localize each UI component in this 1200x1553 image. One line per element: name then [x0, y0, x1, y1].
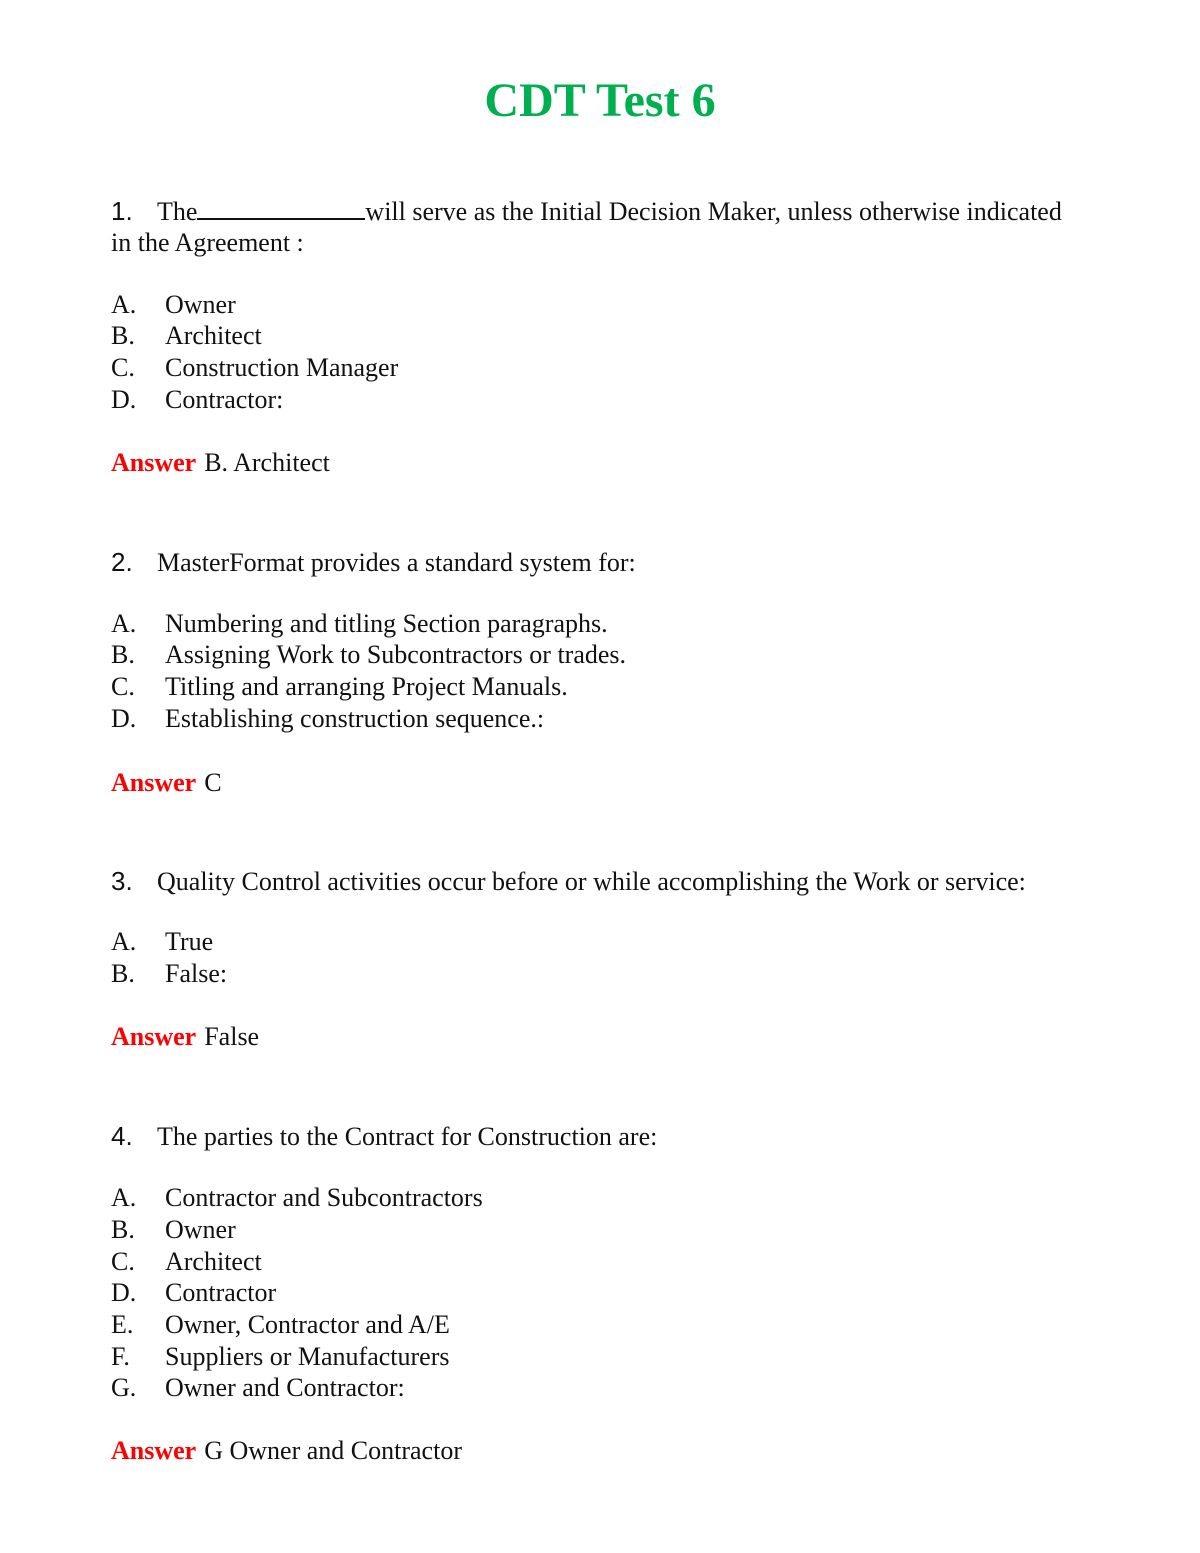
- question-2-option-b[interactable]: [111, 639, 626, 670]
- option-letter: D.: [111, 1278, 137, 1307]
- answer-value: C: [204, 768, 222, 797]
- question-2-option-a[interactable]: [111, 608, 608, 639]
- question-1-number: 1.: [111, 196, 133, 226]
- option-text: Architect: [165, 1247, 262, 1276]
- question-4-answer: [111, 1435, 462, 1467]
- question-1-option-c[interactable]: [111, 352, 398, 383]
- question-3-option-b[interactable]: [111, 958, 227, 989]
- option-letter: D.: [111, 385, 137, 414]
- option-letter: C.: [111, 353, 135, 382]
- question-1-stem: [111, 195, 1062, 228]
- option-text: False:: [165, 959, 228, 988]
- option-letter: G.: [111, 1373, 137, 1402]
- option-text: Owner: [165, 290, 236, 319]
- option-letter: D.: [111, 704, 137, 733]
- question-3-number: 3.: [111, 866, 133, 896]
- question-1-option-b[interactable]: [111, 320, 262, 351]
- question-3-answer: [111, 1021, 259, 1053]
- option-letter: A.: [111, 290, 137, 319]
- option-text: Architect: [165, 321, 262, 350]
- answer-label: Answer: [111, 768, 197, 797]
- option-letter: A.: [111, 927, 137, 956]
- option-text: Owner and Contractor:: [165, 1373, 405, 1402]
- question-2-option-d[interactable]: [111, 703, 544, 734]
- question-4-option-g[interactable]: [111, 1372, 405, 1403]
- option-text: Contractor: [165, 1278, 277, 1307]
- option-text: Construction Manager: [165, 353, 399, 382]
- option-letter: B.: [111, 321, 135, 350]
- question-4-option-b[interactable]: [111, 1214, 236, 1245]
- option-letter: B.: [111, 1215, 135, 1244]
- answer-value: G Owner and Contractor: [204, 1436, 462, 1465]
- question-1-stem-line2: in the Agreement :: [111, 228, 304, 257]
- option-letter: C.: [111, 1247, 135, 1276]
- question-1-blank: [197, 196, 365, 220]
- question-4-number: 4.: [111, 1121, 133, 1151]
- option-text: Establishing construction sequence.:: [165, 704, 545, 733]
- option-text: Contractor:: [165, 385, 284, 414]
- option-letter: C.: [111, 672, 135, 701]
- option-letter: A.: [111, 1183, 137, 1212]
- answer-label: Answer: [111, 1022, 197, 1051]
- answer-value: B. Architect: [204, 448, 330, 477]
- option-text: True: [165, 927, 214, 956]
- question-1-text-after: will serve as the Initial Decision Maker, unless otherwise indicated: [365, 197, 1062, 226]
- page-title: CDT Test 6: [484, 74, 716, 127]
- option-text: Titling and arranging Project Manuals.: [165, 672, 568, 701]
- option-text: Contractor and Subcontractors: [165, 1183, 483, 1212]
- question-1-answer: [111, 447, 330, 479]
- option-letter: E.: [111, 1310, 134, 1339]
- question-3-text: Quality Control activities occur before or while accomplishing the Work or service:: [157, 867, 1026, 896]
- question-2-option-c[interactable]: [111, 671, 568, 702]
- question-1-text-before: The: [157, 197, 198, 226]
- question-4-stem: [111, 1120, 657, 1153]
- question-4-option-e[interactable]: [111, 1309, 450, 1340]
- option-text: Owner, Contractor and A/E: [165, 1310, 450, 1339]
- question-1-option-d[interactable]: [111, 384, 283, 415]
- option-text: Numbering and titling Section paragraphs.: [165, 609, 608, 638]
- answer-value: False: [204, 1022, 260, 1051]
- question-4-option-d[interactable]: [111, 1277, 276, 1308]
- question-2-number: 2.: [111, 547, 133, 577]
- question-4-option-a[interactable]: [111, 1182, 483, 1213]
- question-2-stem: [111, 546, 636, 579]
- question-2-text: MasterFormat provides a standard system for:: [157, 548, 636, 577]
- option-letter: B.: [111, 959, 135, 988]
- question-1-option-a[interactable]: [111, 289, 236, 320]
- question-4-option-f[interactable]: [111, 1341, 449, 1372]
- option-text: Assigning Work to Subcontractors or trades.: [165, 640, 627, 669]
- option-letter: A.: [111, 609, 137, 638]
- option-text: Owner: [165, 1215, 236, 1244]
- answer-label: Answer: [111, 1436, 197, 1465]
- question-3-stem: [111, 865, 1026, 898]
- question-4-text: The parties to the Contract for Construction are:: [157, 1122, 658, 1151]
- question-3-option-a[interactable]: [111, 926, 213, 957]
- option-text: Suppliers or Manufacturers: [165, 1342, 450, 1371]
- answer-label: Answer: [111, 448, 197, 477]
- option-letter: F.: [111, 1342, 130, 1371]
- option-letter: B.: [111, 640, 135, 669]
- question-2-answer: [111, 767, 222, 799]
- question-4-option-c[interactable]: [111, 1246, 262, 1277]
